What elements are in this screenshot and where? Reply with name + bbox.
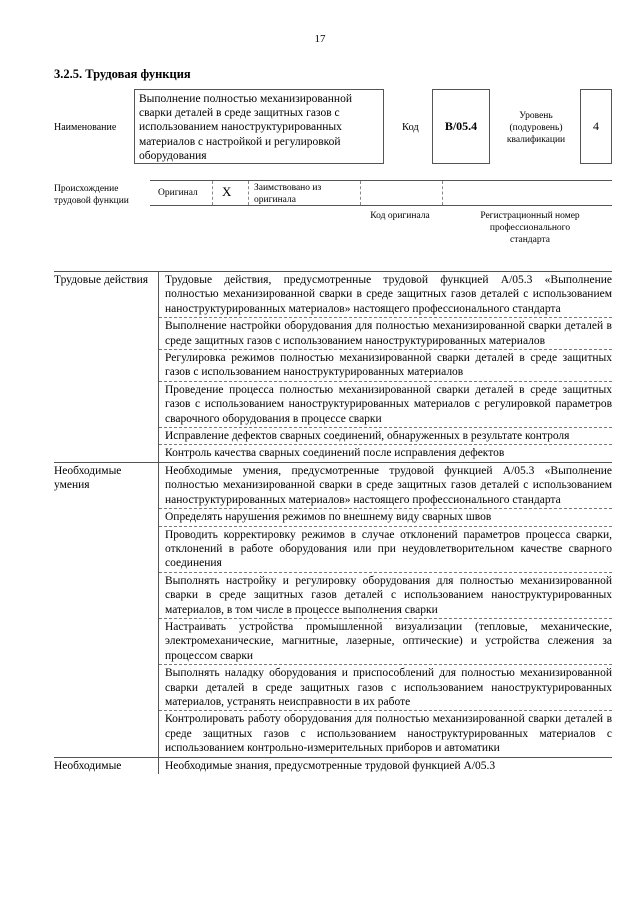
divider — [248, 181, 249, 205]
section-label: Необходимые — [54, 759, 122, 772]
list-item: Выполнение настройки оборудования для полностью механизированной сварки деталей в среде защитных газов с использованием наноструктурированных материалов — [159, 318, 612, 350]
list-item: Настраивать устройства промышленной визуализации (тепловые, механические, электромеханические, магнитные, лазерные, оптические) и устройства слежения за процессом сварки — [159, 619, 612, 665]
level-label: Уровень (подуровень) квалификации — [506, 111, 566, 145]
list-item: Необходимые знания, предусмотренные трудовой функцией A/05.3 — [165, 759, 496, 772]
list-item: Трудовые действия, предусмотренные трудовой функцией A/05.3 «Выполнение полностью механизированной сварки в среде защитных газов деталей с использованием наноструктурированных материалов» настоящего профессионального стандарта — [159, 272, 612, 318]
code-value-box: B/05.4 — [432, 89, 490, 164]
section-items — [158, 463, 612, 757]
list-item: Проведение процесса полностью механизированной сварки деталей в среде защитных газов с использованием наноструктурированных материалов с регулировкой параметров сварочного оборудования в процессе сварки — [159, 382, 612, 428]
list-item: Выполнять настройку и регулировку оборудования для полностью механизированной сварки в среде защитных газов деталей с использованием наноструктурированных материалов, в том числе в процессе выполнения сварки — [159, 573, 612, 619]
section-title: 3.2.5. Трудовая функция — [54, 67, 191, 81]
list-item: Проводить корректировку режимов в случае отклонений параметров процесса сварки, отклонений в работе оборудования или при неудовлетворительном качестве сварного соединения — [159, 527, 612, 573]
list-item: Контроль качества сварных соединений после исправления дефектов — [165, 447, 505, 460]
list-item: Исправление дефектов сварных соединений, обнаруженных в результате контроля — [159, 428, 612, 445]
section-labor-actions — [54, 272, 612, 463]
name-label: Наименование — [54, 122, 117, 133]
section-required-knowledge — [54, 758, 612, 774]
list-item: Необходимые умения, предусмотренные трудовой функцией A/05.3 «Выполнение полностью механизированной сварки в среде защитных газов деталей с использованием наноструктурированных материалов» настоящего профессионального стандарта — [159, 463, 612, 509]
page-number: 17 — [314, 33, 326, 45]
section-label: Необходимые умения — [54, 464, 122, 492]
section-label: Трудовые действия — [54, 274, 149, 286]
list-item: Определять нарушения режимов по внешнему виду сварных швов — [159, 509, 612, 526]
list-item: Выполнять наладку оборудования и приспособлений для полностью механизированной сварки деталей в среде защитных газов с использованием наноструктурированных материалов, устранять неисправности в их работе — [159, 665, 612, 711]
code-original-label: Код оригинала — [370, 211, 430, 221]
level-value-box: 4 — [580, 89, 612, 164]
divider — [212, 181, 213, 205]
origin-label: Происхождение трудовой функции — [54, 184, 129, 206]
original-label: Оригинал — [158, 188, 198, 198]
original-mark: X — [222, 184, 232, 199]
list-item: Регулировка режимов полностью механизированной сварки деталей в среде защитных газов с использованием наноструктурированных материалов — [159, 350, 612, 382]
name-value-box: Выполнение полностью механизированной сварки деталей в среде защитных газов с использованием наноструктурированных материалов с настройкой и регулировкой оборудования — [134, 89, 384, 164]
divider — [360, 181, 361, 205]
origin-row — [150, 180, 612, 206]
list-item: Контролировать работу оборудования для полностью механизированной сварки деталей в среде защитных газов с использованием наноструктурированных материалов с использованием контрольно-измерительных приборов и автоматики — [165, 713, 612, 755]
code-label: Код — [402, 122, 419, 133]
function-table — [54, 271, 612, 774]
borrowed-label: Заимствовано из оригинала — [254, 183, 322, 205]
section-items — [158, 758, 612, 774]
reg-number-label: Регистрационный номер профессионального стандарта — [480, 211, 580, 245]
section-required-skills — [54, 463, 612, 758]
divider — [442, 181, 443, 205]
section-items — [158, 272, 612, 462]
